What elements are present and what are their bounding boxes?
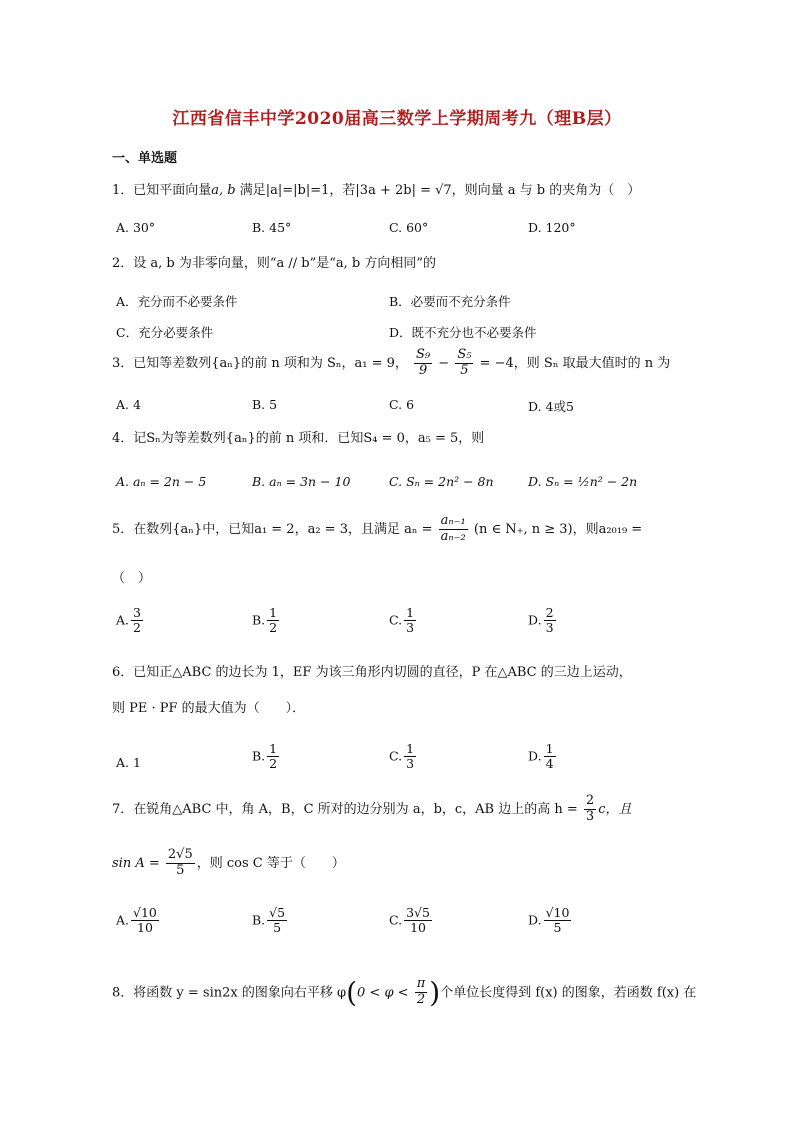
q3-fraction-s9: $\frac{\text{S₉}}{9}$ bbox=[416, 347, 431, 378]
q5-option-c: C. $\frac{1}{3}$ bbox=[389, 605, 415, 636]
q7-option-d: D. $\frac{√10}{5}$ bbox=[528, 905, 570, 936]
q1-stem-c: 满足|a|=|b|=1，若|3a + 2b| = √7，则向量 a 与 b 的夹角为（ ） bbox=[239, 183, 641, 198]
q8-pi-fraction: $\frac{\pi}{2}$ bbox=[416, 976, 426, 1008]
q8-condition: 0 < φ < bbox=[357, 985, 409, 1001]
q1-stem-a: 1．已知平面向量 bbox=[112, 183, 212, 198]
q5-answer-blank: （ ） bbox=[112, 571, 152, 586]
q7-stem-a: 7．在锐角△ABC 中，角 A，B，C 所对的边分别为 a，b，c，AB 边上的高 h = bbox=[112, 801, 578, 817]
q3-option-c: C. 6 bbox=[389, 397, 415, 412]
question-2: 2．设 a, b 为非零向量，则“a // b”是“a, b 方向相同”的 bbox=[112, 256, 437, 271]
q6-option-d: D. $\frac{1}{4}$ bbox=[528, 741, 554, 772]
q7-sin-label: sin A = bbox=[112, 855, 160, 871]
q1-option-a: A. 30° bbox=[116, 220, 156, 235]
section-heading: 一、单选题 bbox=[112, 151, 178, 166]
q4-option-a: A. aₙ = 2n − 5 bbox=[116, 474, 207, 489]
q7-height-fraction: $\frac{2}{3}$ bbox=[585, 793, 595, 824]
question-8: 8．将函数 y = sin2x 的图象向右平移 φ(0 < φ < $\frac{\pi}{2}$ )个单位长度得到 f(x) 的图象，若函数 f(x) 在 bbox=[112, 976, 697, 1009]
q7-option-c: C. $\frac{3√5}{10}$ bbox=[389, 905, 430, 936]
q1-option-c: C. 60° bbox=[389, 220, 429, 235]
q3-option-a: A. 4 bbox=[116, 397, 141, 412]
question-6-line-1: 6．已知正△ABC 的边长为 1，EF 为该三角形内切圆的直径，P 在△ABC 的三边上运动， bbox=[112, 665, 632, 680]
q4-option-d: D. Sₙ = ½n² − 2n bbox=[528, 474, 638, 489]
q7-option-b: B. $\frac{√5}{5}$ bbox=[252, 905, 286, 936]
q4-option-c: C. Sₙ = 2n² − 8n bbox=[389, 474, 494, 489]
q5-option-a: A. $\frac{3}{2}$ bbox=[116, 605, 141, 636]
q5-option-d: D. $\frac{2}{3}$ bbox=[528, 605, 554, 636]
q2-option-d: D．既不充分也不必要条件 bbox=[389, 325, 537, 340]
q5-stem-b: (n ∈ N₊, n ≥ 3)，则a₂₀₁₉ = bbox=[473, 521, 643, 537]
q2-option-b: B．必要而不充分条件 bbox=[389, 294, 511, 309]
q3-minus: − bbox=[438, 355, 450, 371]
q2-option-a: A．充分而不必要条件 bbox=[116, 294, 238, 309]
q8-stem-b: 个单位长度得到 f(x) 的图象，若函数 f(x) 在 bbox=[440, 985, 697, 1001]
q7-sin-fraction: $\frac{2√5}{5}$ bbox=[167, 847, 193, 878]
q7-stem-c: ，则 cos C 等于（ ） bbox=[196, 855, 345, 871]
question-5 bbox=[112, 514, 642, 545]
question-1 bbox=[112, 183, 640, 199]
q7-option-a: A. $\frac{√10}{10}$ bbox=[116, 905, 157, 936]
question-6-line-2: 则 PE · PF 的最大值为（ ）． bbox=[112, 701, 306, 716]
q5-stem-a: 5．在数列{aₙ}中，已知a₁ = 2，a₂ = 3，且满足 aₙ = bbox=[112, 521, 433, 537]
q1-option-b: B. 45° bbox=[252, 220, 292, 235]
q3-option-b: B. 5 bbox=[252, 397, 278, 412]
question-3 bbox=[112, 348, 670, 379]
q7-stem-b: c，且 bbox=[598, 801, 632, 817]
q2-option-c: C．充分必要条件 bbox=[116, 325, 214, 340]
q1-option-d: D. 120° bbox=[528, 220, 576, 235]
q3-option-d: D. 4或5 bbox=[528, 399, 574, 414]
q8-stem-a: 8．将函数 y = sin2x 的图象向右平移 φ bbox=[112, 985, 347, 1001]
question-7-line-2 bbox=[112, 848, 345, 879]
q6-option-a: A. 1 bbox=[116, 755, 141, 770]
q3-fraction-s5: $\frac{\text{S₅}}{5}$ bbox=[457, 347, 472, 378]
q3-stem-a: 3．已知等差数列{aₙ}的前 n 项和为 Sₙ，a₁ = 9， bbox=[112, 355, 408, 371]
q5-option-b: B. $\frac{1}{2}$ bbox=[252, 605, 278, 636]
q5-recurrence-fraction: $\frac{\text{aₙ₋₁}}{\text{aₙ₋₂}}$ bbox=[440, 513, 466, 544]
question-4: 4．记Sₙ为等差数列{aₙ}的前 n 项和．已知S₄ = 0，a₅ = 5，则 bbox=[112, 431, 485, 446]
question-7-line-1 bbox=[112, 794, 631, 825]
q3-stem-b: = −4，则 Sₙ 取最大值时的 n 为 bbox=[479, 355, 671, 371]
q4-option-b: B. aₙ = 3n − 10 bbox=[252, 474, 351, 489]
q6-option-c: C. $\frac{1}{3}$ bbox=[389, 741, 415, 772]
page-title: 江西省信丰中学2020届高三数学上学期周考九（理B层） bbox=[172, 109, 622, 129]
q1-vectors: a, b bbox=[211, 183, 236, 198]
q6-option-b: B. $\frac{1}{2}$ bbox=[252, 741, 278, 772]
